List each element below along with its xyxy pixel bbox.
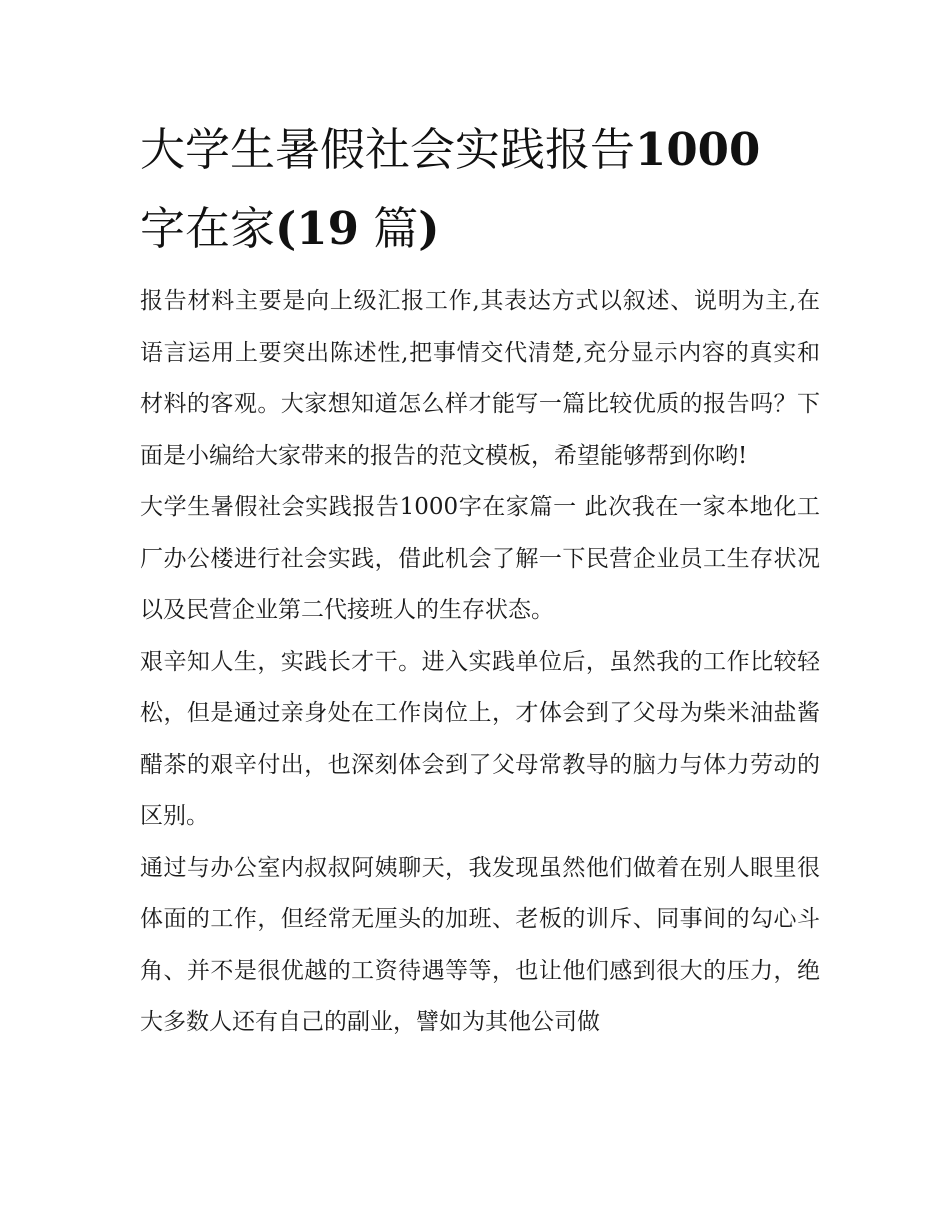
paragraph-3: 通过与办公室内叔叔阿姨聊天，我发现虽然他们做着在别人眼里很体面的工作，但经常无厘头的加班、老板的训斥、同事间的勾心斗角、并不是很优越的工资待遇等等，也让他们感到很大的压力，绝大多数人还有自己的副业，譬如为其他公司做 [140,854,820,1035]
document-title [140,110,820,268]
title-text-2: 字在家 [140,202,276,255]
paragraph-2: 艰辛知人生，实践长才干。进入实践单位后，虽然我的工作比较轻松，但是通过亲身处在工作岗位上，才体会到了父母为柴米油盐酱醋茶的艰辛付出，也深刻体会到了父母常教导的脑力与体力劳动的区别。 [140,648,820,829]
paragraph-1: 大学生暑假社会实践报告1000字在家篇一 此次我在一家本地化工厂办公楼进行社会实践，借此机会了解一下民营企业员工生存状况以及民营企业第二代接班人的生存状态。 [140,494,820,623]
title-number-1: 1000 [635,123,761,176]
title-number-2: (19 [275,202,359,255]
title-text-1: 大学生暑假社会实践报告 [140,123,636,176]
document-body [140,276,820,1049]
title-number-3: ) [418,202,440,255]
title-text-3: 篇 [373,202,419,255]
paragraph-intro: 报告材料主要是向上级汇报工作,其表达方式以叙述、说明为主,在语言运用上要突出陈述性,把事情交代清楚,充分显示内容的真实和材料的客观。大家想知道怎么样才能写一篇比较优质的报告吗？下面是小编给大家带来的报告的范文模板，希望能够帮到你哟! [140,288,820,469]
